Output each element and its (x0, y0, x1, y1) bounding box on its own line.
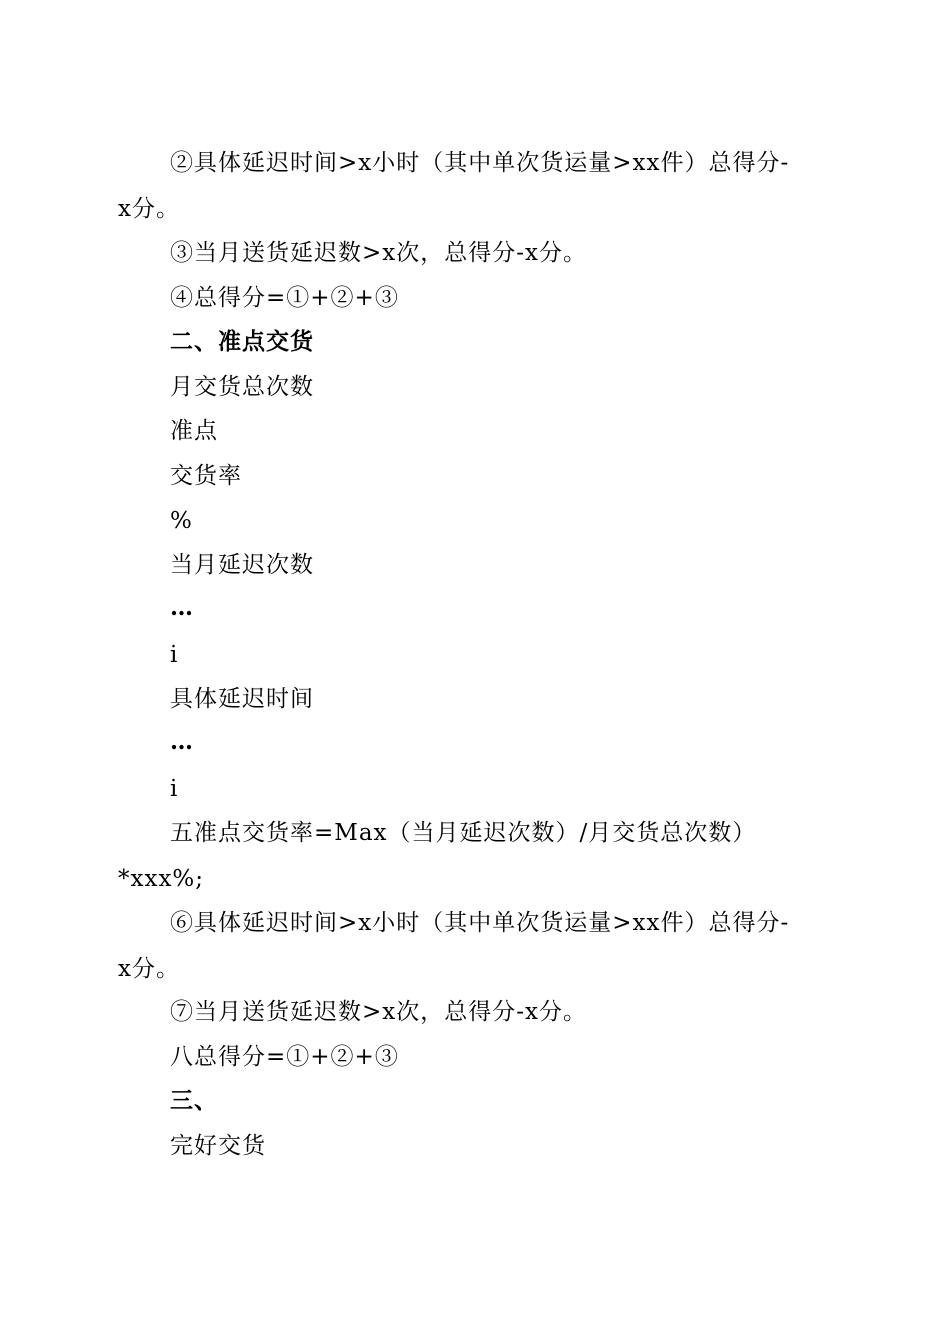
item-8-total-score: 八总得分=①+②+③ (170, 1044, 399, 1070)
on-time-label: 准点 (170, 418, 218, 444)
item-5-rate-formula-line2: *xxx%; (118, 866, 205, 892)
item-4-total-score: ④总得分=①+②+③ (170, 285, 399, 311)
item-2-delay-time-line1: ②具体延迟时间>x小时（其中单次货运量>xx件）总得分- (170, 150, 790, 176)
section-3-heading: 三、 (170, 1087, 218, 1114)
delay-time-label: 具体延迟时间 (170, 686, 314, 712)
item-7-delay-count: ⑦当月送货延迟数>x次，总得分-x分。 (170, 999, 587, 1025)
item-6-delay-time-line2: x分。 (118, 956, 180, 982)
monthly-deliveries-label: 月交货总次数 (170, 374, 314, 400)
item-6-delay-time-line1: ⑥具体延迟时间>x小时（其中单次货运量>xx件）总得分- (170, 910, 790, 936)
delivery-rate-label: 交货率 (170, 463, 242, 489)
monthly-delays-label: 当月延迟次数 (170, 552, 314, 578)
percent-sign: % (170, 508, 193, 534)
index-i-1: i (170, 642, 179, 668)
item-2-delay-time-line2: x分。 (118, 196, 180, 222)
ellipsis-1: … (170, 594, 194, 621)
index-i-2: i (170, 776, 179, 802)
intact-delivery-label: 完好交货 (170, 1133, 266, 1159)
item-5-rate-formula-line1: 五准点交货率=Max（当月延迟次数）/月交货总次数） (170, 820, 757, 846)
section-2-heading: 二、准点交货 (170, 328, 314, 355)
item-3-delay-count: ③当月送货延迟数>x次，总得分-x分。 (170, 240, 587, 266)
ellipsis-2: … (170, 728, 194, 755)
